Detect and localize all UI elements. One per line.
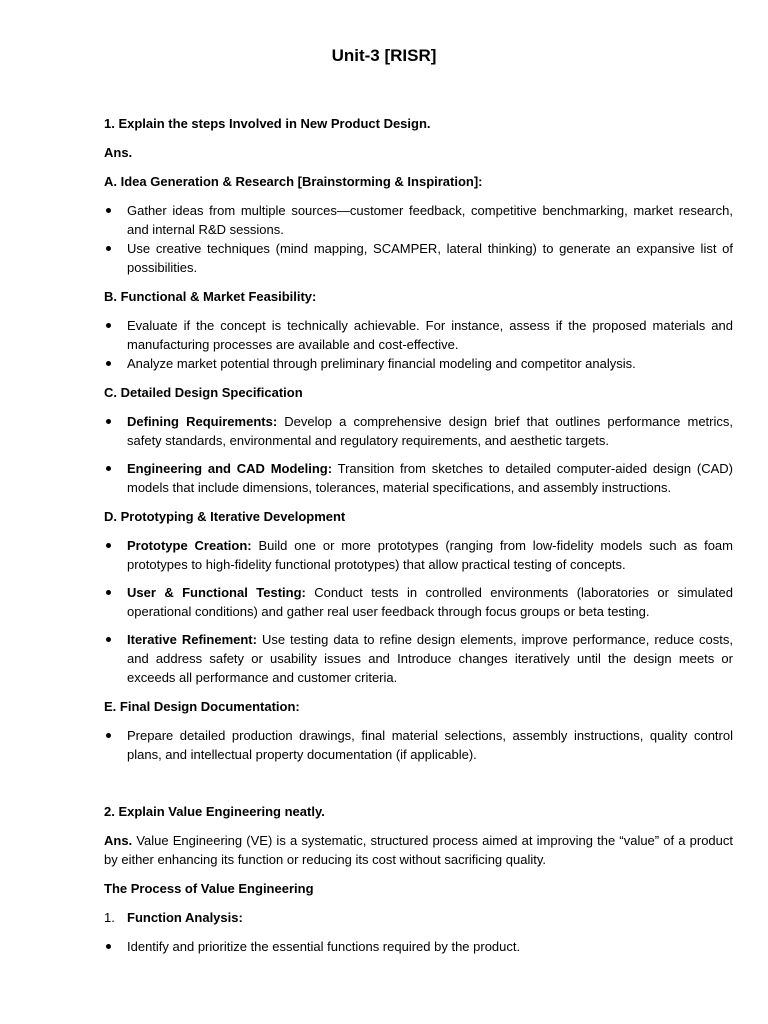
document-body xyxy=(104,114,733,966)
item-text: Transition from sketches to detailed computer-aided design (CAD) models that include dimensions, tolerances, material specifications, and assembly instructions. xyxy=(127,461,733,495)
section-e-list xyxy=(104,726,733,764)
numbered-step-1 xyxy=(104,908,733,927)
answer-label: Ans. xyxy=(104,145,133,160)
list-item: Use creative techniques (mind mapping, SCAMPER, lateral thinking) to generate an expansive list of possibilities. xyxy=(104,239,733,277)
item-text: Build one or more prototypes (ranging from low-fidelity models such as foam prototypes to high-fidelity functional prototypes) that allow practical testing of concepts. xyxy=(127,538,733,572)
process-heading: The Process of Value Engineering xyxy=(104,881,314,896)
item-text: Develop a comprehensive design brief that outlines performance metrics, safety standards, environmental and regulatory requirements, and aesthetic targets. xyxy=(127,414,733,448)
page-title: Unit-3 [RISR] xyxy=(331,46,437,65)
step-1-list xyxy=(104,937,733,956)
section-d-heading: D. Prototyping & Iterative Development xyxy=(104,509,346,524)
list-item: Prepare detailed production drawings, final material selections, assembly instructions, quality control plans, and intellectual property documentation (if applicable). xyxy=(104,726,733,764)
section-d-list xyxy=(104,536,733,687)
list-item: Analyze market potential through preliminary financial modeling and competitor analysis. xyxy=(104,354,733,373)
list-item xyxy=(104,459,733,497)
section-b-list xyxy=(104,316,733,373)
answer-2 xyxy=(104,831,733,869)
answer-label: Ans. xyxy=(104,833,133,848)
list-item xyxy=(104,412,733,450)
question-1: 1. Explain the steps Involved in New Product Design. xyxy=(104,116,431,131)
list-item xyxy=(104,536,733,574)
item-text: Use testing data to refine design elements, improve performance, reduce costs, and address safety or usability issues and Introduce changes iteratively until the design meets or exceeds all performance and customer criteria. xyxy=(127,632,734,685)
step-number: 1. xyxy=(104,910,115,925)
question-2: 2. Explain Value Engineering neatly. xyxy=(104,804,325,819)
item-label: User & Functional Testing: xyxy=(127,585,306,600)
list-item: Gather ideas from multiple sources—customer feedback, competitive benchmarking, market research, and internal R&D sessions. xyxy=(104,201,733,239)
list-item xyxy=(104,630,733,687)
section-c-list xyxy=(104,412,733,497)
item-label: Engineering and CAD Modeling: xyxy=(127,461,333,476)
section-a-list xyxy=(104,201,733,277)
item-label: Iterative Refinement: xyxy=(127,632,257,647)
item-label: Defining Requirements: xyxy=(127,414,278,429)
answer-text: Value Engineering (VE) is a systematic, structured process aimed at improving the “value” of a product by either enhancing its function or reducing its cost without sacrificing quality. xyxy=(104,833,733,867)
spacer xyxy=(104,774,733,802)
step-label: Function Analysis: xyxy=(127,910,243,925)
section-a-heading: A. Idea Generation & Research [Brainstorming & Inspiration]: xyxy=(104,174,483,189)
section-b-heading: B. Functional & Market Feasibility: xyxy=(104,289,317,304)
list-item: Identify and prioritize the essential functions required by the product. xyxy=(104,937,733,956)
item-label: Prototype Creation: xyxy=(127,538,252,553)
section-c-heading: C. Detailed Design Specification xyxy=(104,385,303,400)
item-text: Conduct tests in controlled environments (laboratories or simulated operational conditions) and gather real user feedback through focus groups or beta testing. xyxy=(127,585,733,619)
section-e-heading: E. Final Design Documentation: xyxy=(104,699,300,714)
list-item: Evaluate if the concept is technically achievable. For instance, assess if the proposed materials and manufacturing processes are available and cost-effective. xyxy=(104,316,733,354)
list-item xyxy=(104,583,733,621)
